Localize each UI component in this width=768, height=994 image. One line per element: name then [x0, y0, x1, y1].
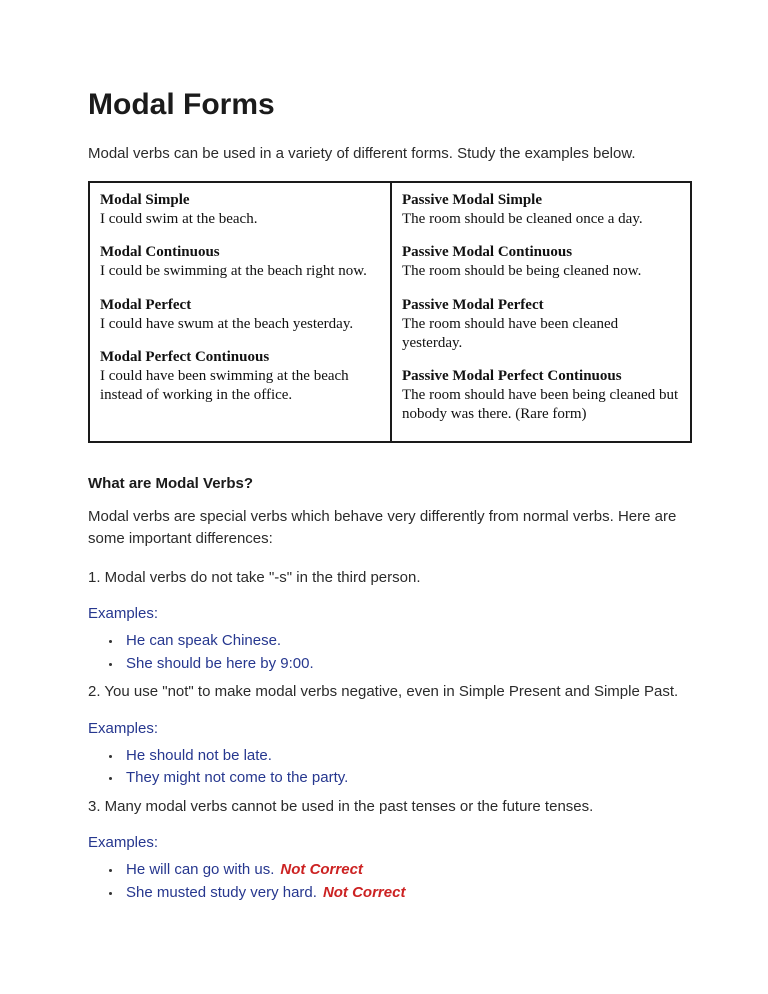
form-entry-example: I could have been swimming at the beach instead of working in the office. [100, 368, 349, 404]
form-entry-heading: Modal Continuous [100, 244, 220, 261]
example-sentence: She musted study very hard. [126, 883, 317, 901]
form-entry-example: I could be swimming at the beach right now. [100, 263, 367, 280]
examples-list-3 [88, 859, 692, 904]
form-entry-example: I could swim at the beach. [100, 210, 258, 227]
intro-paragraph: Modal verbs can be used in a variety of different forms. Study the examples below. [88, 145, 636, 162]
form-entry-example: The room should have been cleaned yesterday. [402, 315, 619, 351]
form-entry [100, 243, 380, 281]
form-entry [100, 348, 380, 406]
form-entry-heading: Passive Modal Perfect Continuous [402, 368, 622, 385]
form-entry [100, 191, 380, 229]
examples-label-1: Examples: [88, 605, 159, 623]
page-title: Modal Forms [88, 88, 275, 121]
form-entry [402, 296, 680, 354]
form-entry-heading: Modal Perfect Continuous [100, 348, 270, 365]
form-entry [402, 367, 680, 425]
example-sentence: He will can go with us. [126, 861, 275, 879]
numbered-point-1: 1. Modal verbs do not take "-s" in the third person. [88, 568, 421, 586]
examples-list-1 [88, 630, 692, 675]
form-entry [402, 191, 680, 229]
not-correct-flag: Not Correct [280, 861, 363, 879]
list-item: • She should be here by 9:00. [122, 653, 692, 676]
modal-forms-table [88, 181, 692, 443]
what-are-modal-verbs-heading: What are Modal Verbs? [88, 474, 254, 492]
modal-verbs-description: Modal verbs are special verbs which behave very differently from normal verbs. Here are some important differences: [88, 507, 677, 548]
form-entry-example: I could have swum at the beach yesterday. [100, 315, 354, 332]
list-item: • He can speak Chinese. [122, 630, 692, 653]
table-cell-passive-forms [390, 183, 690, 441]
form-entry-heading: Modal Perfect [100, 296, 192, 313]
form-entry-heading: Passive Modal Continuous [402, 244, 573, 261]
form-entry [100, 296, 380, 334]
list-item: • He should not be late. [122, 745, 692, 768]
form-entry-heading: Modal Simple [100, 191, 190, 208]
table-cell-active-forms [90, 183, 390, 441]
not-correct-flag: Not Correct [322, 883, 406, 901]
form-entry-heading: Passive Modal Perfect [402, 296, 544, 313]
numbered-point-3: 3. Many modal verbs cannot be used in the past tenses or the future tenses. [88, 797, 594, 815]
form-entry-example: The room should have been being cleaned but nobody was there. (Rare form) [402, 387, 679, 423]
numbered-point-2: 2. You use "not" to make modal verbs negative, even in Simple Present and Simple Past. [88, 683, 679, 701]
examples-label-3: Examples: [88, 834, 159, 852]
form-entry [402, 243, 680, 281]
form-entry-example: The room should be being cleaned now. [402, 263, 642, 280]
list-item: • They might not come to the party. [122, 767, 692, 790]
examples-list-2 [88, 745, 692, 790]
form-entry-heading: Passive Modal Simple [402, 191, 543, 208]
list-item [122, 859, 692, 882]
list-item [122, 882, 692, 905]
form-entry-example: The room should be cleaned once a day. [402, 210, 643, 227]
examples-label-2: Examples: [88, 719, 159, 737]
